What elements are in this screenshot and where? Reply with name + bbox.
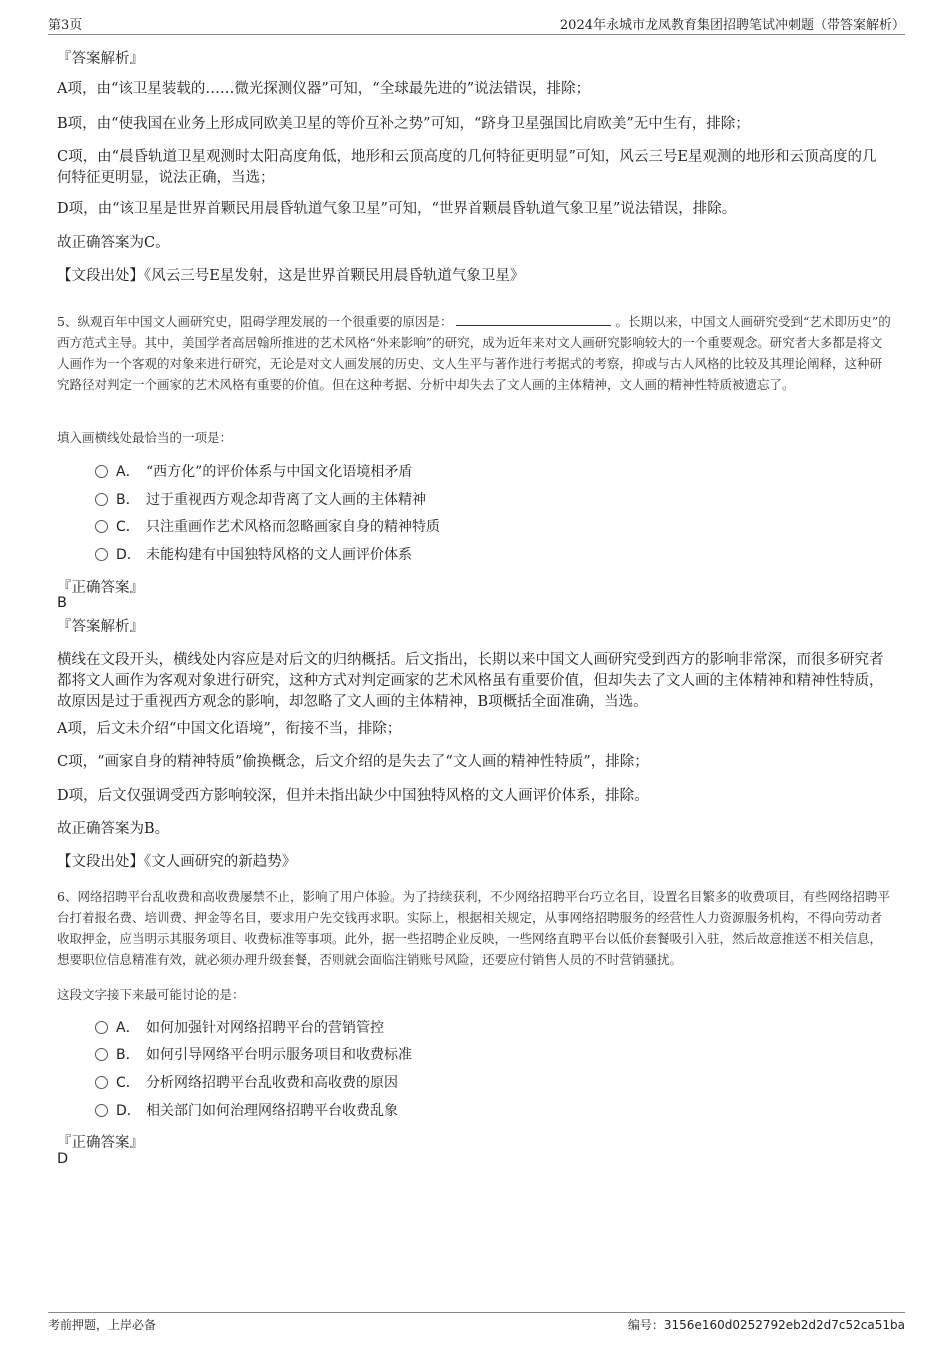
analysis-label: 『答案解析』	[57, 51, 144, 67]
option-a[interactable]: A． 如何加强针对网络招聘平台的营销管控	[95, 1018, 384, 1038]
radio-icon[interactable]	[95, 493, 108, 506]
analysis-option-c: C项，“画家自身的精神特质”偷换概念，后文介绍的是失去了“文人画的精神性特质”，排除；	[57, 754, 649, 770]
analysis-option-b: B项，由“使我国在业务上形成同欧美卫星的等价互补之势”可知，“跻身卫星强国比肩欧美”无中生有，排除；	[57, 116, 750, 132]
fill-blank	[456, 313, 611, 326]
question-6-stem: 这段文字接下来最可能讨论的是：	[57, 987, 245, 1002]
question-5-stem: 填入画横线处最恰当的一项是：	[57, 430, 233, 445]
document-id: 编号：3156e160d0252792eb2d2d7c52ca51ba	[627, 1318, 905, 1332]
analysis-label: 『答案解析』	[57, 619, 144, 635]
analysis-option-d: D项，后文仅强调受西方影响较深，但并未指出缺少中国独特风格的文人画评价体系，排除。	[57, 788, 649, 804]
analysis-option-d: D项，由“该卫星是世界首颗民用晨昏轨道气象卫星”可知，“世界首颗晨昏轨道气象卫星”说法错误，排除。	[57, 201, 737, 217]
question-6-text: 6、网络招聘平台乱收费和高收费屡禁不止，影响了用户体验。为了持续获利，不少网络招聘平台巧立名目，设置名目繁多的收费项目，有些网络招聘平台打着报名费、培训费、押金等名目，要求用户先交钱再求职。实际上，根据相关规定，从事网络招聘服务的经营性人力资源服务机构，不得向劳动者收取押金，应当明示其服务项目、收费标准等事项。此外，据一些招聘企业反映，一些网络直聘平台以低价套餐吸引入驻，然后故意推送不相关信息，想要职位信息精准有效，就必须办理升级套餐，否则就会面临注销账号风险，还要应付销售人员的不时营销骚扰。	[57, 889, 890, 967]
page-footer	[48, 1312, 905, 1332]
option-c[interactable]: C． 只注重画作艺术风格而忽略画家自身的精神特质	[95, 517, 440, 537]
document-title: 2024年永城市龙凤教育集团招聘笔试冲刺题（带答案解析）	[559, 18, 905, 33]
radio-icon[interactable]	[95, 1104, 108, 1117]
option-c[interactable]: C． 分析网络招聘平台乱收费和高收费的原因	[95, 1073, 398, 1093]
correct-answer: D	[57, 1151, 69, 1167]
question-5-text: 5、纵观百年中国文人画研究史，阻碍学理发展的一个很重要的原因是： 。长期以来，中国文人画研究受到“艺术即历史”的西方范式主导。其中，美国学者高居翰所推进的艺术风格“外来影响”的研究，成为近年来对文人画研究影响较大的一个重要观念。研究者大多都是将文人画作为一个客观的对象来进行研究，无论是对文人画发展的历史、文人生平与著作进行考据式的考察，抑或与古人风格的比较及其理论阐释，这种研究路径对判定一个画家的艺术风格有重要的价值。但在这种考据、分析中却失去了文人画的主体精神，文人画的精神性特质被遗忘了。	[57, 314, 891, 392]
analysis-body: 横线在文段开头，横线处内容应是对后文的归纳概括。后文指出，长期以来中国文人画研究受到西方的影响非常深，而很多研究者都将文人画作为客观对象进行研究，这种方式对判定画家的艺术风格虽有重要价值，但却失去了文人画的主体精神和精神性特质，故原因是过于重视西方观念的影响，却忽略了文人画的主体精神，B项概括全面准确，当选。	[57, 652, 884, 710]
radio-icon[interactable]	[95, 548, 108, 561]
analysis-option-a: A项，后文未介绍“中国文化语境”，衔接不当，排除；	[57, 721, 402, 737]
source-citation: 【文段出处】《文人画研究的新趋势》	[57, 854, 297, 870]
footer-slogan: 考前押题，上岸必备	[48, 1318, 157, 1332]
option-d[interactable]: D． 相关部门如何治理网络招聘平台收费乱象	[95, 1101, 398, 1121]
option-b[interactable]: B． 过于重视西方观念却背离了文人画的主体精神	[95, 490, 426, 510]
correct-answer-label: 『正确答案』	[57, 580, 144, 596]
analysis-conclusion: 故正确答案为B。	[57, 821, 170, 837]
source-citation: 【文段出处】《风云三号E星发射，这是世界首颗民用晨昏轨道气象卫星》	[57, 268, 525, 284]
option-d[interactable]: D． 未能构建有中国独特风格的文人画评价体系	[95, 545, 412, 565]
option-b[interactable]: B． 如何引导网络平台明示服务项目和收费标准	[95, 1045, 412, 1065]
page-number: 第3页	[48, 18, 83, 33]
correct-answer-label: 『正确答案』	[57, 1135, 144, 1151]
radio-icon[interactable]	[95, 1021, 108, 1034]
analysis-conclusion: 故正确答案为C。	[57, 235, 170, 251]
analysis-option-a: A项，由“该卫星装载的……微光探测仪器”可知，“全球最先进的”说法错误，排除；	[57, 81, 591, 97]
analysis-option-c: C项，由“晨昏轨道卫星观测时太阳高度角低，地形和云顶高度的几何特征更明显”可知，风云三号E星观测的地形和云顶高度的几何特征更明显，说法正确，当选；	[57, 149, 877, 186]
correct-answer: B	[57, 595, 67, 611]
radio-icon[interactable]	[95, 465, 108, 478]
page-header	[48, 14, 905, 35]
radio-icon[interactable]	[95, 1076, 108, 1089]
option-a[interactable]: A． “西方化”的评价体系与中国文化语境相矛盾	[95, 462, 412, 482]
radio-icon[interactable]	[95, 520, 108, 533]
radio-icon[interactable]	[95, 1048, 108, 1061]
